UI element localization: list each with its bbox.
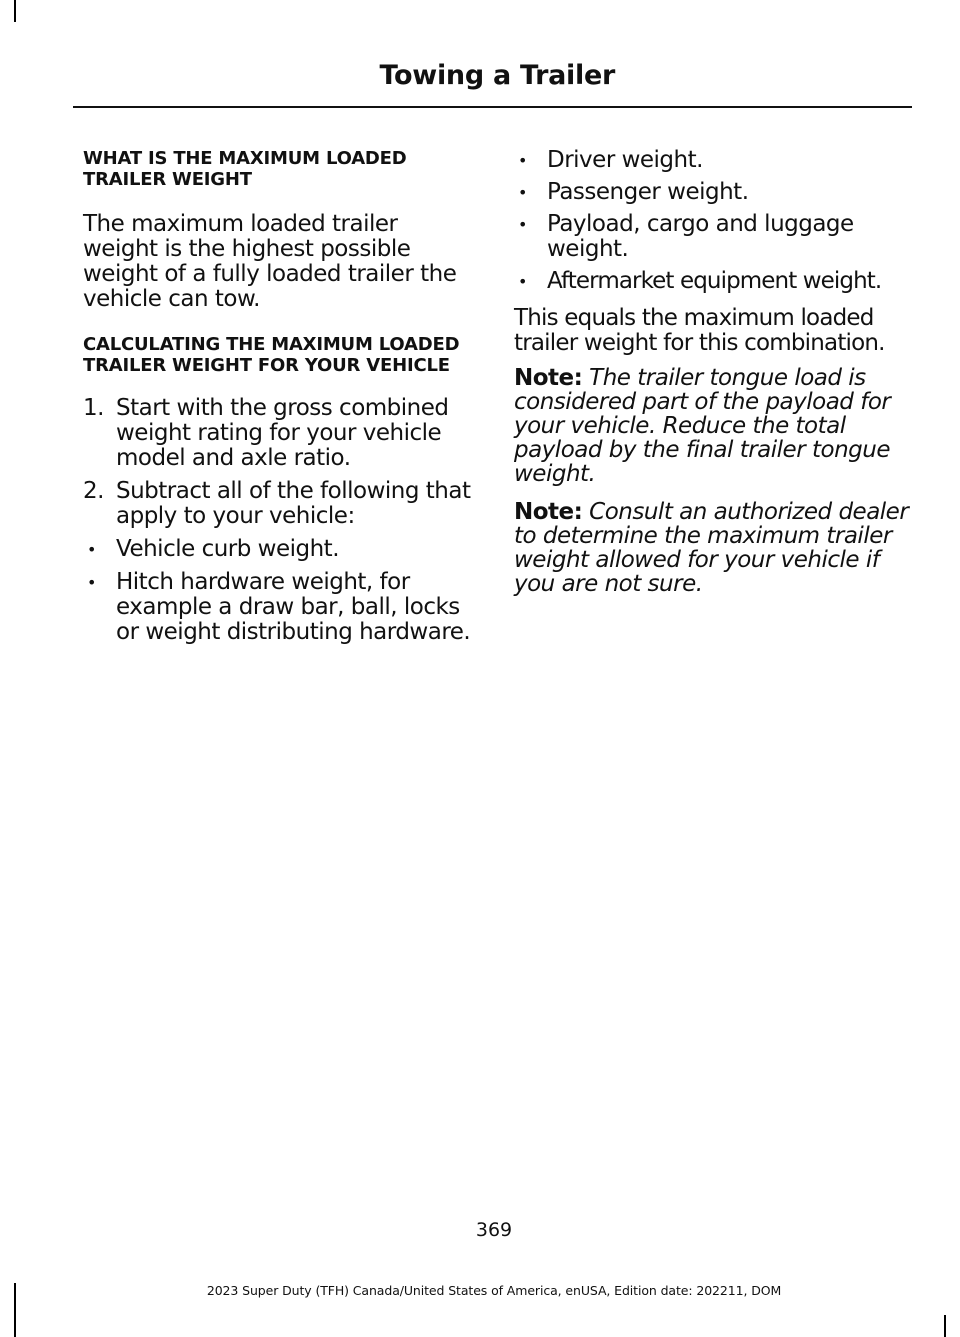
bullet-marker: • [518,183,527,202]
bullet-text: Aftermarket equipment weight. [547,268,882,294]
bullet-marker: • [518,215,527,234]
list-item [514,180,914,205]
bullet-marker: • [518,151,527,170]
list-item [514,212,914,262]
list-item [83,537,478,562]
step-number: 1. [83,395,104,421]
step-text: Start with the gross combined weight rating for your vehicle model and axle ratio. [116,395,449,471]
crop-mark-bottom-right [944,1315,946,1337]
list-item [514,269,914,294]
crop-mark-top-left [14,0,16,22]
bullet-text: Vehicle curb weight. [116,536,340,562]
right-column [514,148,914,606]
bullet-text: Payload, cargo and luggage weight. [547,211,854,262]
section-heading-max-loaded-trailer-weight: WHAT IS THE MAXIMUM LOADED TRAILER WEIGHT [83,148,407,190]
bullet-marker: • [87,573,96,592]
weights-list [514,148,914,294]
note-text: The trailer tongue load is considered part of the payload for your vehicle. Reduce the total payload by the final trailer tongue weight. [514,365,891,487]
note-label: Note: [514,499,583,525]
bullet-text: Passenger weight. [547,179,749,205]
list-item [83,479,478,529]
list-item [514,148,914,173]
bullet-marker: • [87,540,96,559]
footer-edition-info: 2023 Super Duty (TFH) Canada/United States of America, enUSA, Edition date: 202211, DOM [206,1283,782,1298]
note-text: Consult an authorized dealer to determine the maximum trailer weight allowed for your vehicle if you are not sure. [514,499,909,597]
step-number: 2. [83,478,104,504]
page-header-title: Towing a Trailer [379,60,615,91]
bullet-text: Driver weight. [547,147,703,173]
combination-paragraph: This equals the maximum loaded trailer weight for this combination. [514,305,885,356]
bullet-marker: • [518,272,527,291]
bullet-text: Hitch hardware weight, for example a draw bar, ball, locks or weight distributing hardware. [116,569,471,645]
note-consult-dealer [514,500,914,596]
page-number: 369 [475,1219,513,1241]
section-heading-calculating: CALCULATING THE MAXIMUM LOADED TRAILER WEIGHT FOR YOUR VEHICLE [83,334,460,376]
note-tongue-load [514,366,914,486]
list-item [83,570,478,645]
header-rule [73,106,912,108]
step-text: Subtract all of the following that apply to your vehicle: [116,478,471,529]
steps-list [83,396,478,645]
list-item [83,396,478,471]
note-label: Note: [514,365,583,391]
definition-paragraph: The maximum loaded trailer weight is the highest possible weight of a fully loaded trailer the vehicle can tow. [83,211,457,312]
left-column [83,148,478,654]
